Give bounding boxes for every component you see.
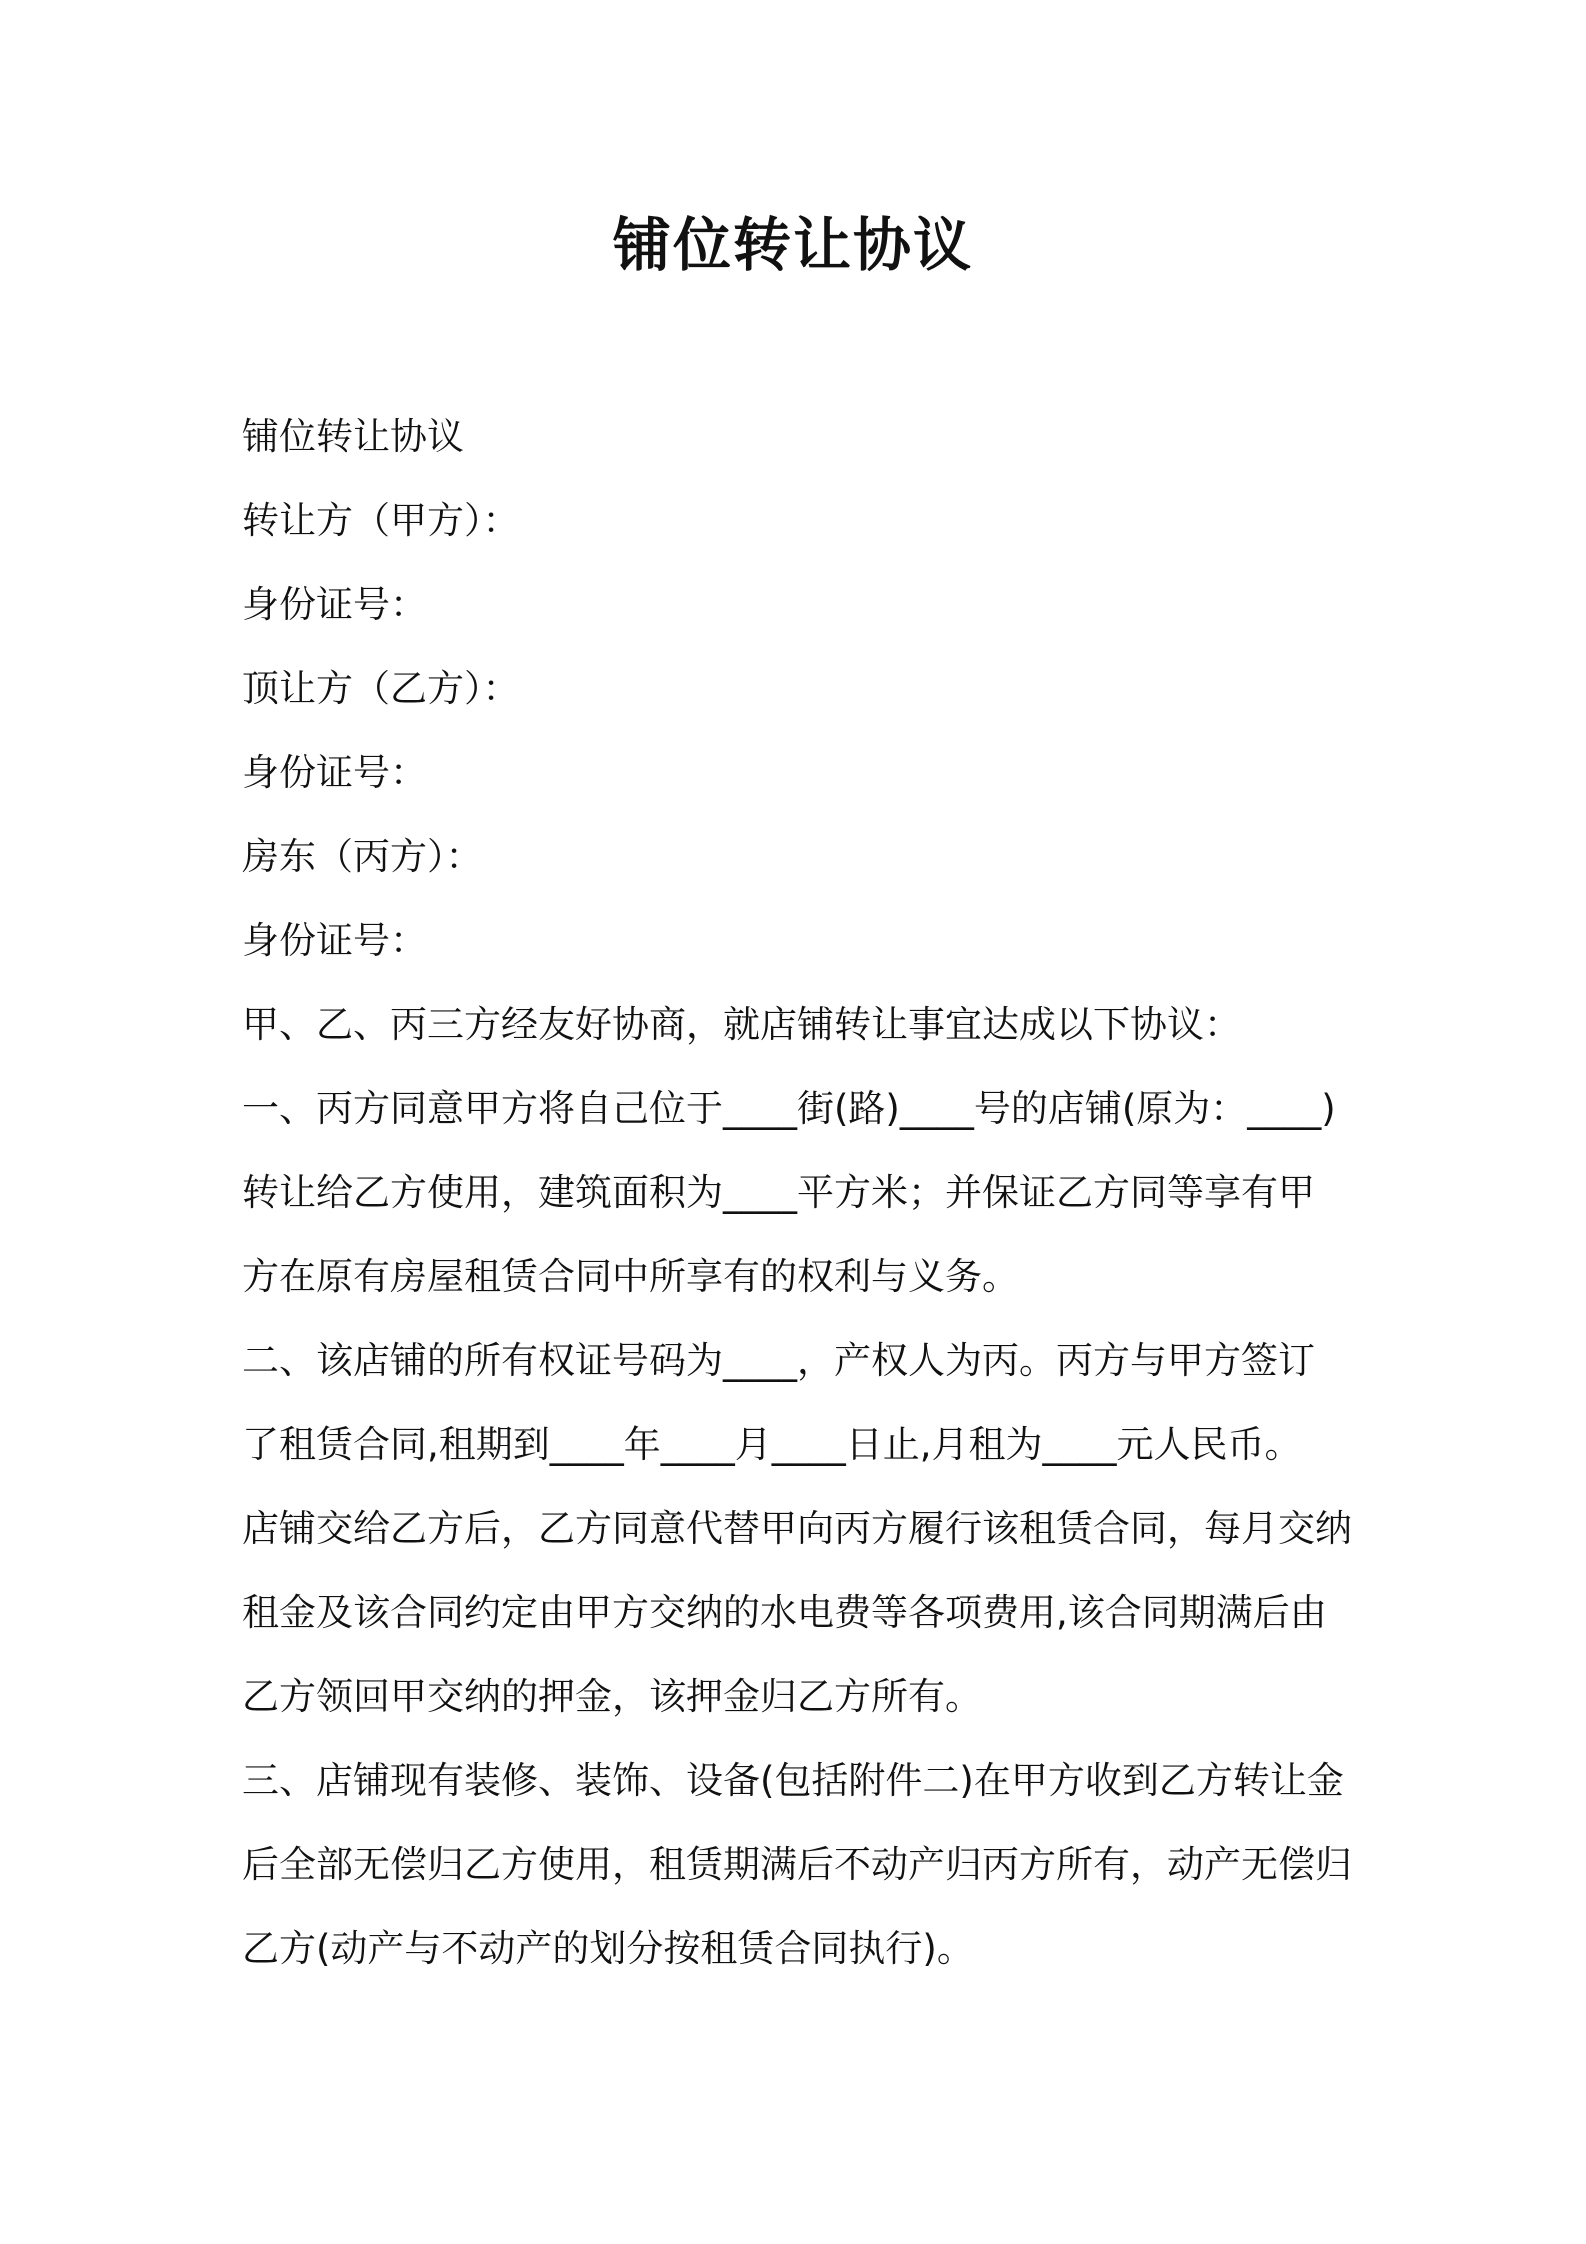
clause-1 <box>242 1067 1362 1319</box>
clause-2-line: 租金及该合同约定由甲方交纳的水电费等各项费用,该合同期满后由 <box>242 1591 1327 1634</box>
party-transferee-id: 身份证号： <box>242 751 427 794</box>
clause-3 <box>242 1739 1362 1991</box>
clause-2 <box>242 1319 1362 1739</box>
clause-3-line: 三、店铺现有装修、装饰、设备(包括附件二)在甲方收到乙方转让金 <box>242 1759 1344 1802</box>
clause-3-line: 后全部无偿归乙方使用，租赁期满后不动产归丙方所有，动产无偿归 <box>242 1843 1352 1886</box>
clause-2-line: 店铺交给乙方后，乙方同意代替甲向丙方履行该租赁合同，每月交纳 <box>242 1507 1352 1550</box>
document-body <box>242 395 1362 1991</box>
clause-2-line: 乙方领回甲交纳的押金，该押金归乙方所有。 <box>242 1675 982 1718</box>
party-transferor-id: 身份证号： <box>242 583 427 626</box>
clause-1-line: 转让给乙方使用，建筑面积为____平方米；并保证乙方同等享有甲 <box>242 1171 1315 1214</box>
party-transferor: 转让方（甲方）： <box>242 499 520 542</box>
clause-3-line: 乙方(动产与不动产的划分按租赁合同执行)。 <box>242 1927 974 1970</box>
document-subtitle: 铺位转让协议 <box>242 415 464 458</box>
party-landlord-id: 身份证号： <box>242 919 427 962</box>
clause-2-line: 二、该店铺的所有权证号码为____，产权人为丙。丙方与甲方签订 <box>242 1339 1315 1382</box>
document-title: 铺位转让协议 <box>612 211 973 279</box>
clause-1-line: 一、丙方同意甲方将自己位于____街(路)____号的店铺(原为：____) <box>242 1087 1336 1130</box>
party-landlord: 房东（丙方）： <box>242 835 483 878</box>
clause-2-line: 了租赁合同,租期到____年____月____日止,月租为____元人民币。 <box>242 1423 1302 1466</box>
clause-1-line: 方在原有房屋租赁合同中所享有的权利与义务。 <box>242 1255 1019 1298</box>
party-transferee: 顶让方（乙方）： <box>242 667 520 710</box>
agreement-intro: 甲、乙、丙三方经友好协商，就店铺转让事宜达成以下协议： <box>242 1003 1241 1046</box>
